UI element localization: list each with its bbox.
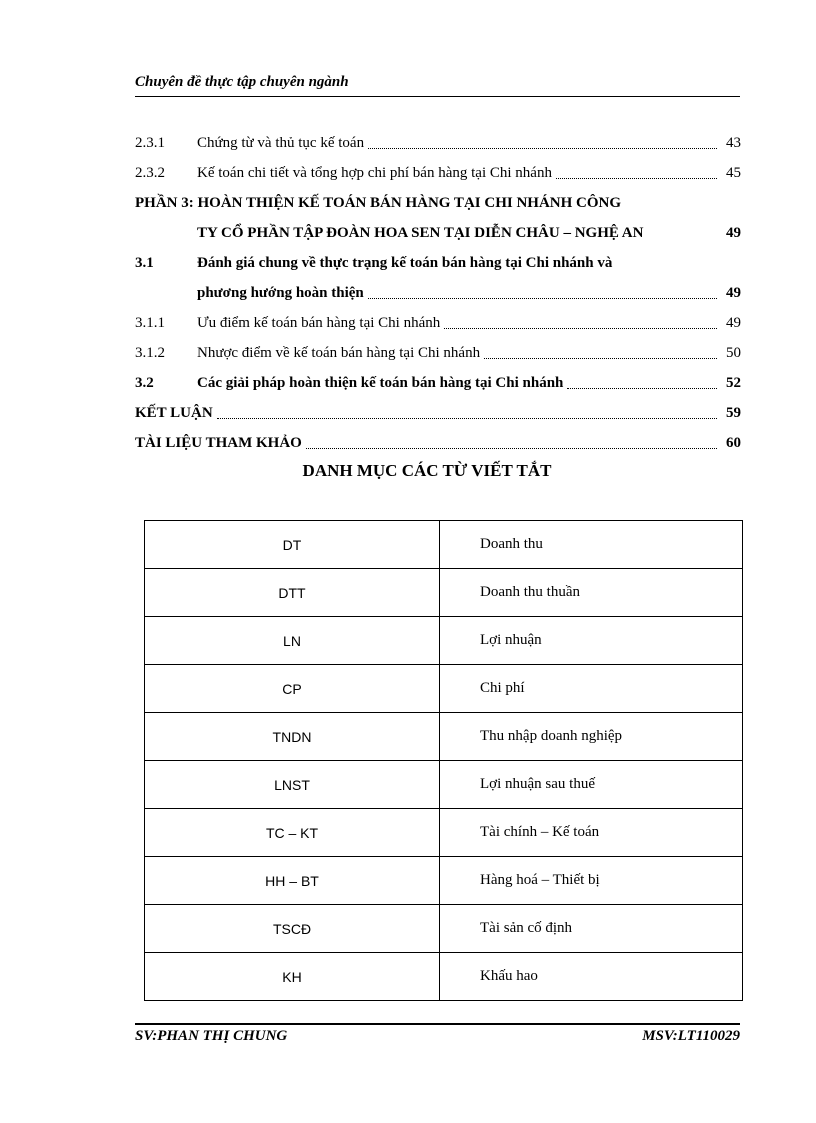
- toc-text: TÀI LIỆU THAM KHẢO: [135, 434, 302, 451]
- toc-number: 3.1.2: [135, 344, 165, 361]
- toc-text: Chứng từ và thủ tục kế toán: [197, 134, 365, 151]
- abbr-code: HH – BT: [145, 857, 440, 905]
- abbr-code: DTT: [145, 569, 440, 617]
- abbr-meaning: Doanh thu thuần: [440, 569, 743, 617]
- toc-text: TY CỔ PHẦN TẬP ĐOÀN HOA SEN TẠI DIỄN CHÂU – NGHỆ AN: [197, 224, 644, 241]
- footer-divider: [135, 1023, 740, 1025]
- toc-page: 45: [726, 164, 741, 181]
- toc-page: 49: [726, 224, 741, 241]
- table-row: [145, 905, 743, 953]
- toc-number: 3.2: [135, 374, 154, 391]
- abbr-meaning: Lợi nhuận sau thuế: [440, 761, 743, 809]
- toc-entry[interactable]: [135, 368, 741, 398]
- toc-leader: [444, 327, 717, 329]
- toc-number: 3.1.1: [135, 314, 165, 331]
- table-row: [145, 521, 743, 569]
- toc-number: 2.3.2: [135, 164, 165, 181]
- toc-leader: [368, 297, 717, 299]
- table-row: [145, 569, 743, 617]
- toc-text: Các giải pháp hoàn thiện kế toán bán hàng tại Chi nhánh: [197, 374, 564, 391]
- footer-student-name: SV:PHAN THỊ CHUNG: [135, 1028, 288, 1044]
- toc-page: 52: [726, 374, 741, 391]
- table-row: [145, 953, 743, 1001]
- abbr-meaning: Doanh thu: [440, 521, 743, 569]
- abbr-code: KH: [145, 953, 440, 1001]
- table-of-contents: [135, 128, 741, 458]
- abbr-code: DT: [145, 521, 440, 569]
- table-row: [145, 665, 743, 713]
- toc-number: 3.1: [135, 254, 154, 271]
- toc-leader: [556, 177, 717, 179]
- page-header: Chuyên đề thực tập chuyên ngành: [135, 74, 349, 90]
- toc-text: Kế toán chi tiết và tổng hợp chi phí bán hàng tại Chi nhánh: [197, 164, 552, 181]
- toc-text: KẾT LUẬN: [135, 404, 213, 421]
- abbr-code: TSCĐ: [145, 905, 440, 953]
- abbr-code: LN: [145, 617, 440, 665]
- toc-entry[interactable]: [135, 338, 741, 368]
- toc-part-heading[interactable]: [135, 188, 741, 218]
- abbr-code: LNST: [145, 761, 440, 809]
- toc-part-heading-cont[interactable]: [135, 218, 741, 248]
- toc-entry[interactable]: [135, 248, 741, 278]
- abbr-meaning: Hàng hoá – Thiết bị: [440, 857, 743, 905]
- abbr-meaning: Khấu hao: [440, 953, 743, 1001]
- abbr-meaning: Chi phí: [440, 665, 743, 713]
- table-row: [145, 857, 743, 905]
- abbr-meaning: Tài sản cố định: [440, 905, 743, 953]
- toc-number: 2.3.1: [135, 134, 165, 151]
- table-row: [145, 761, 743, 809]
- toc-text: PHẦN 3: HOÀN THIỆN KẾ TOÁN BÁN HÀNG TẠI CHI NHÁNH CÔNG: [135, 194, 622, 211]
- abbr-code: TNDN: [145, 713, 440, 761]
- table-row: [145, 617, 743, 665]
- toc-leader: [306, 447, 717, 449]
- toc-page: 43: [726, 134, 741, 151]
- toc-entry-cont[interactable]: [135, 278, 741, 308]
- toc-page: 59: [726, 404, 741, 421]
- toc-entry[interactable]: [135, 308, 741, 338]
- toc-leader: [484, 357, 717, 359]
- toc-page: 49: [726, 284, 741, 301]
- header-divider: [135, 96, 740, 97]
- abbreviations-table: [144, 520, 743, 1001]
- toc-entry[interactable]: [135, 128, 741, 158]
- toc-page: 60: [726, 434, 741, 451]
- abbr-code: CP: [145, 665, 440, 713]
- toc-leader: [368, 147, 717, 149]
- abbr-meaning: Thu nhập doanh nghiệp: [440, 713, 743, 761]
- abbr-code: TC – KT: [145, 809, 440, 857]
- toc-leader: [217, 417, 717, 419]
- toc-leader: [567, 387, 717, 389]
- abbr-meaning: Lợi nhuận: [440, 617, 743, 665]
- table-row: [145, 809, 743, 857]
- toc-entry[interactable]: [135, 428, 741, 458]
- toc-page: 49: [726, 314, 741, 331]
- toc-entry[interactable]: [135, 158, 741, 188]
- abbreviations-title: DANH MỤC CÁC TỪ VIẾT TẮT: [302, 461, 552, 480]
- table-row: [145, 713, 743, 761]
- toc-entry[interactable]: [135, 398, 741, 428]
- footer-student-id: MSV:LT110029: [642, 1028, 740, 1044]
- abbr-meaning: Tài chính – Kế toán: [440, 809, 743, 857]
- toc-text: Nhược điểm về kế toán bán hàng tại Chi nhánh: [197, 344, 481, 361]
- toc-text: Ưu điểm kế toán bán hàng tại Chi nhánh: [197, 314, 441, 331]
- toc-text: phương hướng hoàn thiện: [197, 284, 364, 301]
- toc-page: 50: [726, 344, 741, 361]
- toc-text: Đánh giá chung về thực trạng kế toán bán hàng tại Chi nhánh và: [197, 254, 613, 271]
